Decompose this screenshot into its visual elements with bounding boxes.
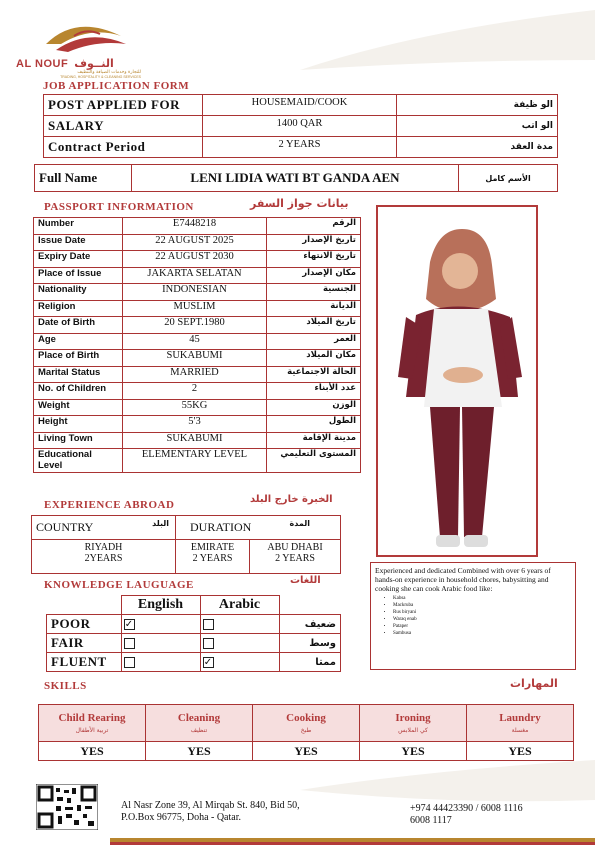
qr-code-icon	[36, 784, 98, 830]
logo-name-en: AL NOUF	[16, 58, 69, 70]
passport-row	[34, 317, 361, 334]
arabic-cell	[200, 634, 279, 653]
passport-label-ar: مكان الميلاد	[267, 350, 361, 367]
job-form-title: JOB APPLICATION FORM	[43, 80, 190, 92]
skill-header	[467, 705, 574, 742]
passport-value: 22 AUGUST 2030	[123, 251, 267, 268]
passport-label-ar: الوزن	[267, 399, 361, 416]
skills-table	[38, 704, 574, 761]
arabic-checkbox[interactable]: ✓	[203, 656, 213, 668]
passport-label-ar: الرقم	[267, 218, 361, 235]
phone-line-2: 6008 1117	[410, 815, 452, 826]
english-cell	[121, 615, 200, 634]
food-list	[393, 595, 571, 637]
passport-label-ar: عدد الأبناء	[267, 383, 361, 400]
experience-entry	[250, 540, 341, 574]
duration-header	[176, 516, 341, 540]
skill-name-ar: تربية الأطفال	[75, 727, 109, 734]
food-item: • Sambusa	[393, 630, 571, 637]
passport-row	[34, 416, 361, 433]
experience-section-title: EXPERIENCE ABROAD	[44, 499, 175, 511]
logo-tagline-en: TRADING, HOSPITALITY & CLEANING SERVICES	[60, 75, 141, 79]
passport-label-ar: الطول	[267, 416, 361, 433]
passport-section-title: PASSPORT INFORMATION	[44, 201, 194, 213]
passport-label-ar: الحالة الاجتماعية	[267, 366, 361, 383]
passport-label: Weight	[34, 399, 123, 416]
application-label: POST APPLIED FOR	[44, 95, 203, 116]
logo-emblem-icon	[16, 14, 141, 54]
passport-label-ar: تاريخ الإصدار	[267, 234, 361, 251]
arabic-checkbox[interactable]	[203, 619, 214, 630]
footer-phones	[410, 803, 523, 827]
application-row	[44, 137, 558, 158]
passport-row	[34, 333, 361, 350]
skill-name-ar: طبخ	[300, 727, 312, 734]
language-corner	[47, 596, 122, 615]
passport-label: Nationality	[34, 284, 123, 301]
english-cell	[121, 634, 200, 653]
passport-row	[34, 449, 361, 473]
skill-name: Laundry	[499, 712, 541, 724]
phone-line-1: +974 44423390 / 6008 1116	[410, 803, 523, 814]
passport-label-ar: مكان الإصدار	[267, 267, 361, 284]
passport-value: E7448218	[123, 218, 267, 235]
skill-name: Ironing	[395, 712, 431, 724]
skill-name-ar: مغسلة	[511, 727, 529, 734]
passport-value: MUSLIM	[123, 300, 267, 317]
application-label: Contract Period	[44, 137, 203, 158]
skill-name: Cooking	[286, 712, 326, 724]
skills-section-title: SKILLS	[44, 680, 87, 692]
knowledge-section-title-ar: اللغات	[290, 575, 321, 586]
passport-row	[34, 251, 361, 268]
english-checkbox[interactable]	[124, 657, 135, 668]
english-checkbox[interactable]	[124, 638, 135, 649]
passport-label: Marital Status	[34, 366, 123, 383]
passport-label-ar: الديانة	[267, 300, 361, 317]
passport-row	[34, 234, 361, 251]
summary-box	[370, 562, 576, 670]
country-label: COUNTRY	[36, 520, 94, 534]
food-item: • Waraq enab	[393, 616, 571, 623]
qr-code	[36, 784, 98, 830]
passport-value: SUKABUMI	[123, 432, 267, 449]
english-checkbox[interactable]: ✓	[124, 618, 134, 630]
country-header	[32, 516, 176, 540]
passport-row	[34, 399, 361, 416]
passport-value: 22 AUGUST 2025	[123, 234, 267, 251]
application-value: 2 YEARS	[203, 137, 397, 158]
passport-table	[33, 217, 361, 473]
skill-value: YES	[146, 742, 253, 761]
language-level-row	[47, 634, 341, 653]
passport-label: Height	[34, 416, 123, 433]
language-level-label: FAIR	[47, 634, 122, 653]
full-name-table	[34, 164, 558, 192]
english-cell	[121, 653, 200, 672]
language-level-label: FLUENT	[47, 653, 122, 672]
passport-label-ar: تاريخ الميلاد	[267, 317, 361, 334]
skills-section-title-ar: المهارات	[510, 677, 558, 690]
arabic-checkbox[interactable]	[203, 638, 214, 649]
arabic-cell	[200, 615, 279, 634]
application-label-ar: الو ظيفة	[397, 95, 558, 116]
application-label-ar: الو اتب	[397, 116, 558, 137]
passport-label: Expiry Date	[34, 251, 123, 268]
food-item: • Kabsa	[393, 595, 571, 602]
passport-row	[34, 350, 361, 367]
passport-label: Issue Date	[34, 234, 123, 251]
duration-label: DURATION	[190, 520, 252, 534]
skill-header	[146, 705, 253, 742]
arabic-cell	[200, 653, 279, 672]
passport-value: INDONESIAN	[123, 284, 267, 301]
skill-header	[253, 705, 360, 742]
experience-entry	[176, 540, 250, 574]
skill-value: YES	[467, 742, 574, 761]
experience-duration: 2YEARS	[84, 553, 123, 564]
food-item: • Rus biryani	[393, 609, 571, 616]
passport-value: MARRIED	[123, 366, 267, 383]
experience-place: RIYADH	[84, 542, 123, 553]
passport-label-ar: العمر	[267, 333, 361, 350]
passport-label: Living Town	[34, 432, 123, 449]
food-item: • Pataper	[393, 623, 571, 630]
experience-duration: 2 YEARS	[275, 553, 315, 564]
duration-label-ar: المدة	[289, 519, 310, 528]
passport-value: 2	[123, 383, 267, 400]
food-item: • Mackruba	[393, 602, 571, 609]
passport-row	[34, 383, 361, 400]
skill-name-ar: كي الملابس	[398, 727, 428, 734]
language-level-label-ar: ممتا	[279, 653, 341, 672]
full-name-value: LENI LIDIA WATI BT GANDA AEN	[132, 165, 459, 192]
passport-row	[34, 432, 361, 449]
passport-section-title-ar: بيانات جواز السفر	[250, 197, 349, 210]
experience-duration: 2 YEARS	[192, 553, 233, 564]
passport-label-ar: الجنسية	[267, 284, 361, 301]
application-value: 1400 QAR	[203, 116, 397, 137]
experience-entry	[32, 540, 176, 574]
application-table	[43, 94, 558, 158]
passport-label: Religion	[34, 300, 123, 317]
application-value: HOUSEMAID/COOK	[203, 95, 397, 116]
passport-row	[34, 284, 361, 301]
full-name-label: Full Name	[35, 165, 132, 192]
passport-row	[34, 267, 361, 284]
passport-value: 55KG	[123, 399, 267, 416]
passport-label-ar: تاريخ الانتهاء	[267, 251, 361, 268]
passport-label: Date of Birth	[34, 317, 123, 334]
application-label-ar: مدة العقد	[397, 137, 558, 158]
passport-value: 45	[123, 333, 267, 350]
passport-label: Number	[34, 218, 123, 235]
passport-label: Place of Birth	[34, 350, 123, 367]
language-level-row	[47, 653, 341, 672]
skill-name-ar: تنظيف	[190, 727, 208, 734]
skill-value: YES	[39, 742, 146, 761]
skill-value: YES	[253, 742, 360, 761]
language-level-label-ar: وسط	[279, 634, 341, 653]
application-row	[44, 116, 558, 137]
country-label-ar: البلد	[152, 519, 169, 528]
passport-label: Place of Issue	[34, 267, 123, 284]
footer-address	[121, 800, 300, 824]
passport-value: SUKABUMI	[123, 350, 267, 367]
knowledge-section-title: KNOWLEDGE LAUGUAGE	[44, 579, 194, 591]
passport-value: JAKARTA SELATAN	[123, 267, 267, 284]
skill-header	[360, 705, 467, 742]
address-line-1: Al Nasr Zone 39, Al Mirqab St. 840, Bid 50,	[121, 800, 300, 811]
company-logo	[16, 14, 141, 79]
full-name-label-ar: الأسم كامل	[459, 165, 558, 192]
applicant-photo	[376, 205, 538, 557]
language-table	[46, 595, 341, 672]
passport-row	[34, 218, 361, 235]
skill-value: YES	[360, 742, 467, 761]
language-arabic-header: Arabic	[200, 596, 279, 615]
experience-place: EMIRATE	[190, 542, 235, 553]
language-level-row	[47, 615, 341, 634]
passport-value: 20 SEPT.1980	[123, 317, 267, 334]
application-label: SALARY	[44, 116, 203, 137]
language-corner-right	[279, 596, 341, 615]
passport-value: 5'3	[123, 416, 267, 433]
address-line-2: P.O.Box 96775, Doha - Qatar.	[121, 812, 241, 823]
skill-name: Child Rearing	[58, 712, 126, 724]
passport-label-ar: مدينة الإقامة	[267, 432, 361, 449]
passport-row	[34, 366, 361, 383]
passport-label: Educational Level	[34, 449, 123, 473]
logo-tagline-ar: للتجارة وخدمات الضيافة والتنظيف	[77, 70, 141, 75]
passport-label: Age	[34, 333, 123, 350]
applicant-figure	[378, 207, 536, 555]
experience-place: ABU DHABI	[267, 542, 323, 553]
passport-row	[34, 300, 361, 317]
language-english-header: English	[121, 596, 200, 615]
skill-name: Cleaning	[177, 712, 221, 724]
passport-value: ELEMENTARY LEVEL	[123, 449, 267, 473]
language-level-label: POOR	[47, 615, 122, 634]
passport-label-ar: المستوى التعليمي	[267, 449, 361, 473]
skill-header	[39, 705, 146, 742]
summary-text: Experienced and dedicated Combined with over 6 years of hands-on experience in household chores, babysitting and cooking she can cook Arabic food like:	[375, 566, 551, 593]
logo-name-ar: النــوف	[74, 57, 114, 70]
passport-label: No. of Children	[34, 383, 123, 400]
application-row	[44, 95, 558, 116]
language-level-label-ar: ضعيف	[279, 615, 341, 634]
experience-table	[31, 515, 341, 574]
experience-section-title-ar: الخبرة خارج البلد	[250, 494, 333, 505]
